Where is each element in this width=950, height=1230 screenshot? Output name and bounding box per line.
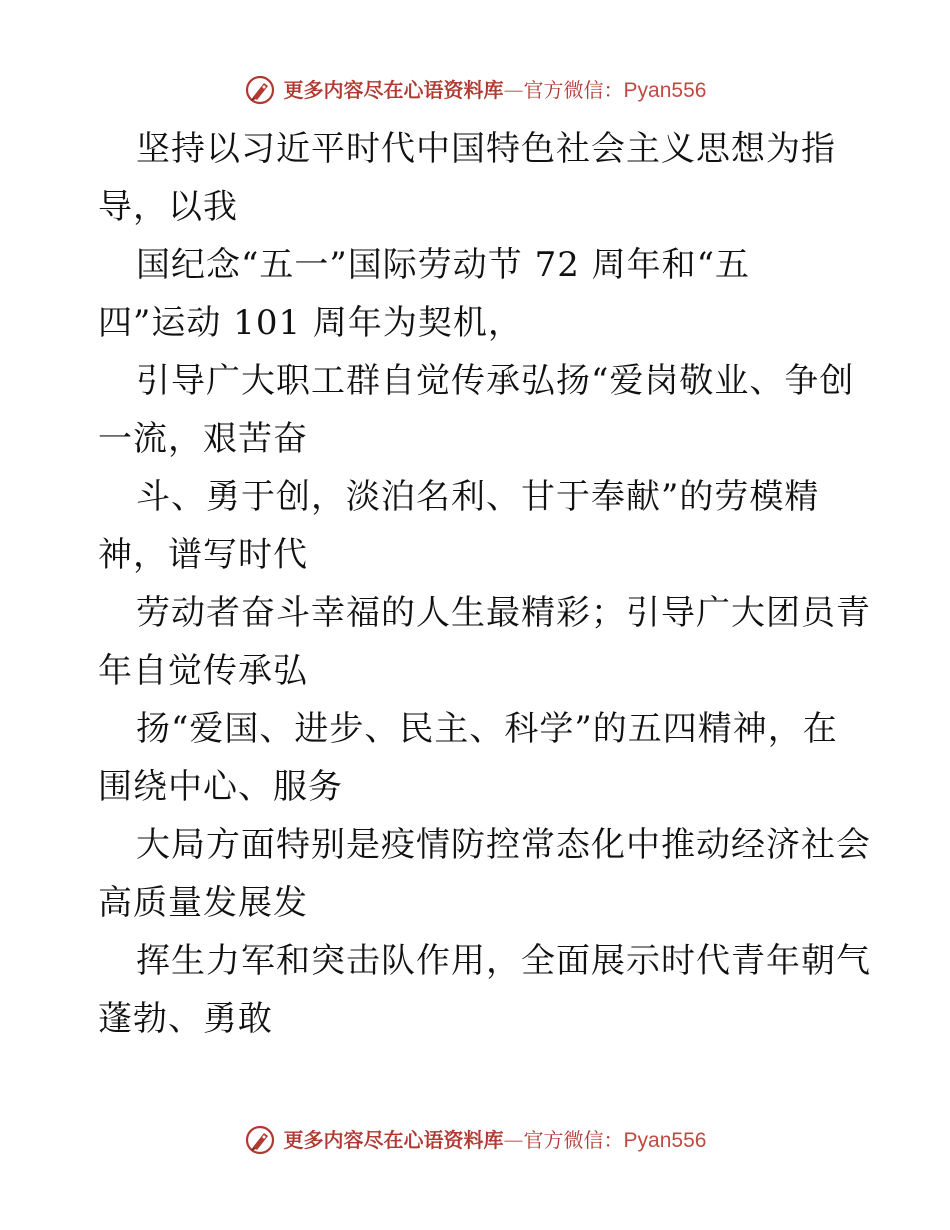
body-line: 年自觉传承弘 [98, 651, 308, 691]
watermark-wechat-id: Pyan556 [623, 78, 707, 102]
watermark-dash: — [503, 1128, 524, 1152]
body-line: 高质量发展发 [98, 883, 308, 923]
body-line: 围绕中心、服务 [98, 767, 343, 807]
body-line: 蓬勃、勇敢 [98, 999, 273, 1039]
body-line: 一流，艰苦奋 [98, 419, 308, 459]
body-line: 引导广大职工群自觉传承弘扬“爱岗敬业、争创 [136, 361, 855, 401]
header-watermark-banner [0, 70, 950, 110]
watermark-wechat-id: Pyan556 [623, 1128, 707, 1152]
body-line: 导，以我 [98, 187, 238, 227]
watermark-text [284, 1130, 707, 1151]
body-line: 劳动者奋斗幸福的人生最精彩；引导广大团员青 [136, 593, 871, 633]
watermark-dash: — [503, 78, 524, 102]
watermark-wechat-label: 官方微信： [523, 78, 624, 102]
watermark-text [284, 80, 707, 101]
body-line: 大局方面特别是疫情防控常态化中推动经济社会 [136, 825, 871, 865]
body-line: 斗、勇于创，淡泊名利、甘于奉献”的劳模精 [136, 477, 820, 517]
watermark-main-text: 更多内容尽在心语资料库 [283, 1128, 504, 1152]
pen-nib-logo-icon [244, 1124, 276, 1156]
body-line: 国纪念“五一”国际劳动节 72 周年和“五 [136, 245, 751, 285]
footer-watermark-banner [0, 1120, 950, 1160]
watermark-main-text: 更多内容尽在心语资料库 [283, 78, 504, 102]
document-body [98, 120, 871, 1048]
body-line: 坚持以习近平时代中国特色社会主义思想为指 [136, 129, 836, 169]
watermark-wechat-label: 官方微信： [523, 1128, 624, 1152]
body-line: 四”运动 101 周年为契机， [98, 303, 523, 343]
body-line: 挥生力军和突击队作用，全面展示时代青年朝气 [136, 941, 871, 981]
body-line: 扬“爱国、进步、民主、科学”的五四精神，在 [136, 709, 838, 749]
body-line: 神，谱写时代 [98, 535, 308, 575]
pen-nib-logo-icon [244, 74, 276, 106]
